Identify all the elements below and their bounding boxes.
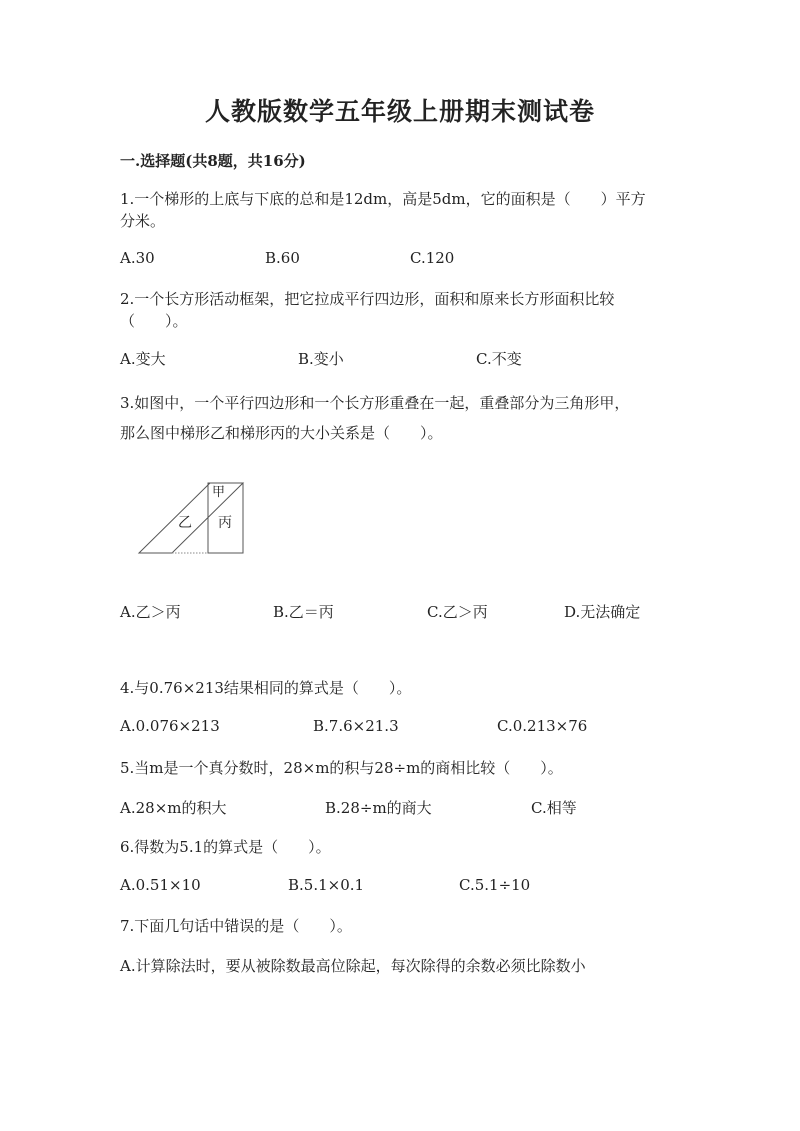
question-3-options (120, 601, 720, 623)
parallelogram-rectangle-figure (136, 480, 256, 558)
option-c[interactable]: C.相等 (531, 799, 577, 817)
question-text: 1.一个梯形的上底与下底的总和是12dm，高是5dm，它的面积是（ ）平方 (120, 190, 646, 208)
option-c[interactable]: C.0.213×76 (497, 717, 588, 735)
question-text: 那么图中梯形乙和梯形丙的大小关系是（ ）。 (120, 424, 443, 442)
question-3 (120, 388, 690, 448)
option-b[interactable]: B.28÷m的商大 (325, 799, 432, 817)
option-a[interactable]: A.乙＞丙 (120, 603, 181, 621)
question-2 (120, 288, 690, 332)
option-c[interactable]: C.不变 (476, 350, 522, 368)
option-c[interactable]: C.5.1÷10 (459, 876, 531, 894)
section-heading: 一.选择题(共8题，共16分) (120, 152, 306, 170)
page-title: 人教版数学五年级上册期末测试卷 (204, 97, 595, 126)
label-jia: 甲 (212, 485, 226, 500)
option-b[interactable]: B.5.1×0.1 (288, 876, 365, 894)
option-c[interactable]: C.乙＞丙 (427, 603, 488, 621)
option-a[interactable]: A.变大 (120, 350, 166, 368)
question-7 (120, 915, 690, 937)
question-2-options (120, 348, 720, 370)
option-a[interactable]: A.0.076×213 (120, 717, 220, 735)
question-text: （ ）。 (120, 312, 188, 330)
label-yi: 乙 (178, 515, 192, 531)
question-4-options (120, 717, 720, 739)
question-4 (120, 677, 690, 699)
label-bing: 丙 (218, 515, 232, 531)
option-d[interactable]: D.无法确定 (564, 603, 641, 621)
question-1 (120, 188, 690, 232)
option-a[interactable]: A.28×m的积大 (120, 799, 227, 817)
option-a[interactable]: A.0.51×10 (120, 876, 201, 894)
question-text: 6.得数为5.1的算式是（ ）。 (120, 838, 331, 856)
question-text: 5.当m是一个真分数时，28×m的积与28÷m的商相比较（ ）。 (120, 759, 563, 777)
option-a[interactable]: A.计算除法时，要从被除数最高位除起，每次除得的余数必须比除数小 (120, 957, 586, 975)
question-6 (120, 836, 690, 858)
question-6-options (120, 876, 720, 898)
question-text: 4.与0.76×213结果相同的算式是（ ）。 (120, 679, 412, 697)
question-5 (120, 757, 690, 779)
question-7-options (120, 955, 720, 977)
option-b[interactable]: B.60 (265, 249, 300, 267)
option-b[interactable]: B.乙＝丙 (273, 603, 334, 621)
question-text: 3.如图中，一个平行四边形和一个长方形重叠在一起，重叠部分为三角形甲， (120, 394, 630, 412)
question-5-options (120, 797, 720, 819)
option-b[interactable]: B.变小 (298, 350, 344, 368)
option-b[interactable]: B.7.6×21.3 (313, 717, 399, 735)
question-1-options (120, 249, 720, 271)
option-a[interactable]: A.30 (120, 249, 155, 267)
question-text: 7.下面几句话中错误的是（ ）。 (120, 917, 352, 935)
question-text: 2.一个长方形活动框架，把它拉成平行四边形，面积和原来长方形面积比较 (120, 290, 615, 308)
option-c[interactable]: C.120 (410, 249, 455, 267)
question-text: 分米。 (120, 212, 166, 230)
